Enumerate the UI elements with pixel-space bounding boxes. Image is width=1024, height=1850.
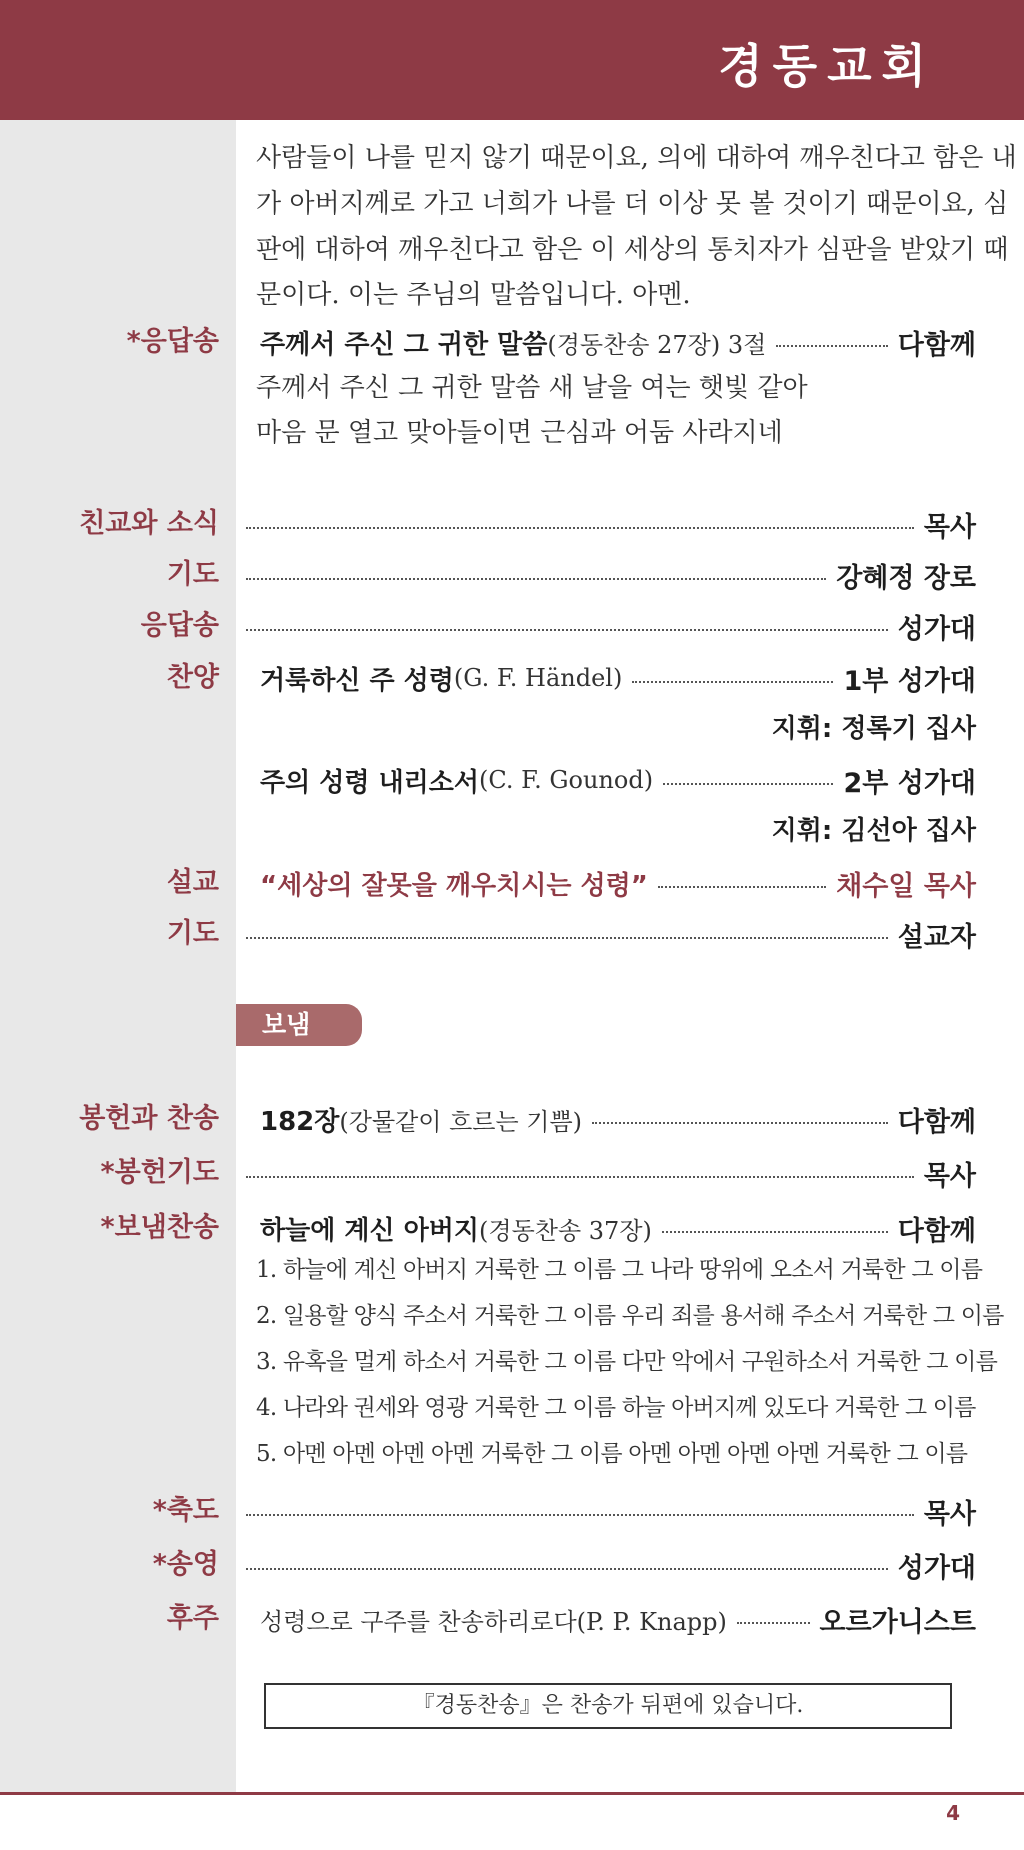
hymn-verse: 5. 아멘 아멘 아멘 아멘 거룩한 그 이름 아멘 아멘 아멘 아멘 거룩한 그 이름 (256, 1441, 968, 1467)
dot-leader (658, 886, 826, 888)
item-info: (G. F. Händel) (453, 664, 623, 692)
intro-line: 사람들이 나를 믿지 않기 때문이요, 의에 대하여 깨우친다고 함은 내 (256, 143, 1017, 173)
lyric-line: 주께서 주신 그 귀한 말씀 새 날을 여는 햇빛 같아 (256, 373, 808, 403)
intro-line: 문이다. 이는 주님의 말씀입니다. 아멘. (256, 280, 691, 310)
dot-leader (246, 527, 914, 529)
item-info: (C. F. Gounod) (479, 766, 654, 794)
item-label: *응답송 (126, 326, 219, 357)
item-title: 하늘에 계신 아버지 (260, 1215, 480, 1246)
order-item-offering-prayer (0, 1153, 1024, 1193)
item-performer: 강혜정 장로 (836, 562, 976, 594)
footer-rule (0, 1792, 1024, 1795)
dot-leader (246, 578, 826, 580)
item-performer: 성가대 (897, 1552, 976, 1584)
dot-leader (776, 345, 887, 347)
order-item-response-song (0, 322, 1024, 362)
order-item-anthem (0, 658, 1024, 698)
item-info: (강물같이 흐르는 기쁨) (339, 1107, 583, 1136)
item-performer: 목사 (923, 1498, 976, 1530)
lyric-line: 마음 문 열고 맞아들이면 근심과 어둠 사라지네 (256, 418, 783, 448)
item-label: 친교와 소식 (79, 508, 219, 539)
order-item-postlude (0, 1599, 1024, 1639)
order-item-response (0, 606, 1024, 646)
order-item-news (0, 504, 1024, 544)
item-info: (경동찬송 37장) (479, 1216, 652, 1245)
sermon-title: “세상의 잘못을 깨우치시는 성령” (260, 870, 648, 901)
dot-leader (592, 1122, 888, 1124)
item-info: 성령으로 구주를 찬송하리로다(P. P. Knapp) (260, 1607, 727, 1636)
conductor: 지휘: 김선아 집사 (771, 816, 976, 846)
order-item-choral-response (0, 1545, 1024, 1585)
item-label: 봉헌과 찬송 (79, 1103, 219, 1134)
dot-leader (246, 937, 888, 939)
order-item-anthem-second (0, 760, 1024, 800)
item-performer: 목사 (923, 511, 976, 543)
item-performer: 다함께 (897, 329, 976, 361)
item-label: 찬양 (166, 662, 219, 693)
dot-leader (662, 1231, 888, 1233)
order-item-sending-hymn (0, 1208, 1024, 1248)
order-item-benediction (0, 1491, 1024, 1531)
item-title: 주의 성령 내리소서 (260, 767, 480, 798)
item-label: 설교 (166, 867, 219, 898)
order-item-offering (0, 1099, 1024, 1139)
item-performer: 채수일 목사 (836, 870, 976, 902)
label-column-band (0, 120, 236, 1792)
item-info: (경동찬송 27장) 3절 (547, 330, 767, 359)
dot-leader (246, 629, 888, 631)
item-label: 기도 (166, 918, 219, 949)
item-label: 기도 (166, 559, 219, 590)
item-performer: 오르가니스트 (819, 1606, 976, 1638)
dot-leader (246, 1514, 914, 1516)
dot-leader (737, 1622, 810, 1624)
item-performer: 다함께 (897, 1106, 976, 1138)
item-title: 주께서 주신 그 귀한 말씀 (260, 329, 548, 360)
order-item-prayer (0, 555, 1024, 595)
page-number: 4 (946, 1801, 960, 1825)
item-label: 후주 (166, 1603, 219, 1634)
item-performer: 목사 (923, 1160, 976, 1192)
hymn-verse: 4. 나라와 권세와 영광 거룩한 그 이름 하늘 아버지께 있도다 거룩한 그 이름 (256, 1395, 976, 1421)
intro-line: 판에 대하여 깨우친다고 함은 이 세상의 통치자가 심판을 받았기 때 (256, 235, 1009, 265)
item-performer: 다함께 (897, 1215, 976, 1247)
item-label: *보냄찬송 (100, 1212, 219, 1243)
intro-line: 가 아버지께로 가고 너희가 나를 더 이상 못 볼 것이기 때문이요, 심 (256, 189, 1009, 219)
item-title: 거룩하신 주 성령 (260, 665, 454, 696)
item-label: *봉헌기도 (100, 1157, 219, 1188)
item-label: *송영 (152, 1549, 219, 1580)
dot-leader (246, 1568, 888, 1570)
hymn-verse: 1. 하늘에 계신 아버지 거룩한 그 이름 그 나라 땅위에 오소서 거룩한 그 이름 (256, 1257, 983, 1283)
item-label: *축도 (152, 1495, 219, 1526)
item-label: 응답송 (140, 610, 219, 641)
dot-leader (663, 783, 833, 785)
item-performer: 설교자 (897, 921, 976, 953)
item-performer: 성가대 (897, 613, 976, 645)
church-brand: 경동교회 (718, 39, 936, 93)
item-performer: 1부 성가대 (843, 665, 976, 697)
hymnal-notice-box: 『경동찬송』은 찬송가 뒤편에 있습니다. (264, 1683, 952, 1729)
section-heading-sending: 보냄 (236, 1004, 362, 1046)
order-item-sermon (0, 863, 1024, 903)
hymn-verse: 2. 일용할 양식 주소서 거룩한 그 이름 우리 죄를 용서해 주소서 거룩한 그 이름 (256, 1303, 1004, 1329)
anthem-conductor-row (0, 811, 1024, 851)
item-title: 182장 (260, 1106, 340, 1137)
conductor: 지휘: 정록기 집사 (771, 714, 976, 744)
anthem-conductor-row (0, 709, 1024, 749)
item-performer: 2부 성가대 (843, 767, 976, 799)
dot-leader (632, 681, 833, 683)
order-item-prayer-after-sermon (0, 914, 1024, 954)
hymn-verse: 3. 유혹을 멀게 하소서 거룩한 그 이름 다만 악에서 구원하소서 거룩한 그 이름 (256, 1349, 998, 1375)
dot-leader (246, 1176, 914, 1178)
header-bar (0, 0, 1024, 120)
